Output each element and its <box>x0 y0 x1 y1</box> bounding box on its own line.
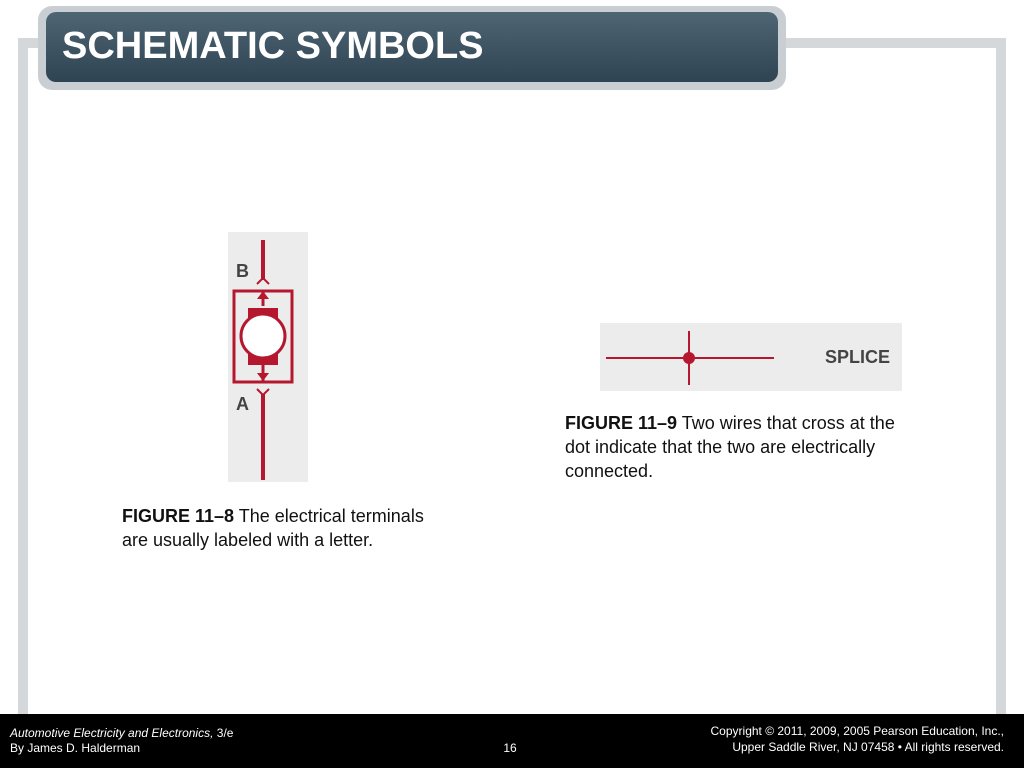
figure-11-8-label: FIGURE 11–8 <box>122 506 235 526</box>
slide-title: SCHEMATIC SYMBOLS <box>62 25 484 67</box>
slide-footer <box>0 714 1024 768</box>
armature-circle <box>241 314 285 358</box>
copyright-line-1: Copyright © 2011, 2009, 2005 Pearson Education, Inc., <box>710 724 1004 738</box>
splice-dot <box>683 352 695 364</box>
figure-11-9-text: Two wires that cross at the dot indicate that the two are electrically connected. <box>565 413 895 481</box>
brush-arrow-bottom-head <box>257 373 269 381</box>
slide-frame-left <box>18 38 28 714</box>
page-number: 16 <box>503 741 517 755</box>
figure-11-8-caption <box>122 504 452 552</box>
footer-book-line <box>10 725 233 741</box>
figure-11-9-caption <box>565 411 910 483</box>
copyright-line-2: Upper Saddle River, NJ 07458 • All rights reserved. <box>732 740 1004 754</box>
figure-11-9-label: FIGURE 11–9 <box>565 413 678 433</box>
splice-symbol-diagram <box>600 323 902 391</box>
terminal-a-label: A <box>236 394 249 414</box>
terminal-b-label: B <box>236 261 249 281</box>
footer-book-title: Automotive Electricity and Electronics, <box>10 726 214 740</box>
figure-11-8-text: The electrical terminals are usually labeled with a letter. <box>122 506 424 550</box>
footer-author: By James D. Halderman <box>10 741 141 755</box>
terminal-b-marker <box>257 278 269 284</box>
footer-copyright <box>711 723 1004 755</box>
slide-frame-right <box>996 38 1006 714</box>
footer-edition: 3/e <box>216 726 234 740</box>
motor-symbol-diagram <box>228 232 308 482</box>
splice-label: SPLICE <box>825 347 891 367</box>
